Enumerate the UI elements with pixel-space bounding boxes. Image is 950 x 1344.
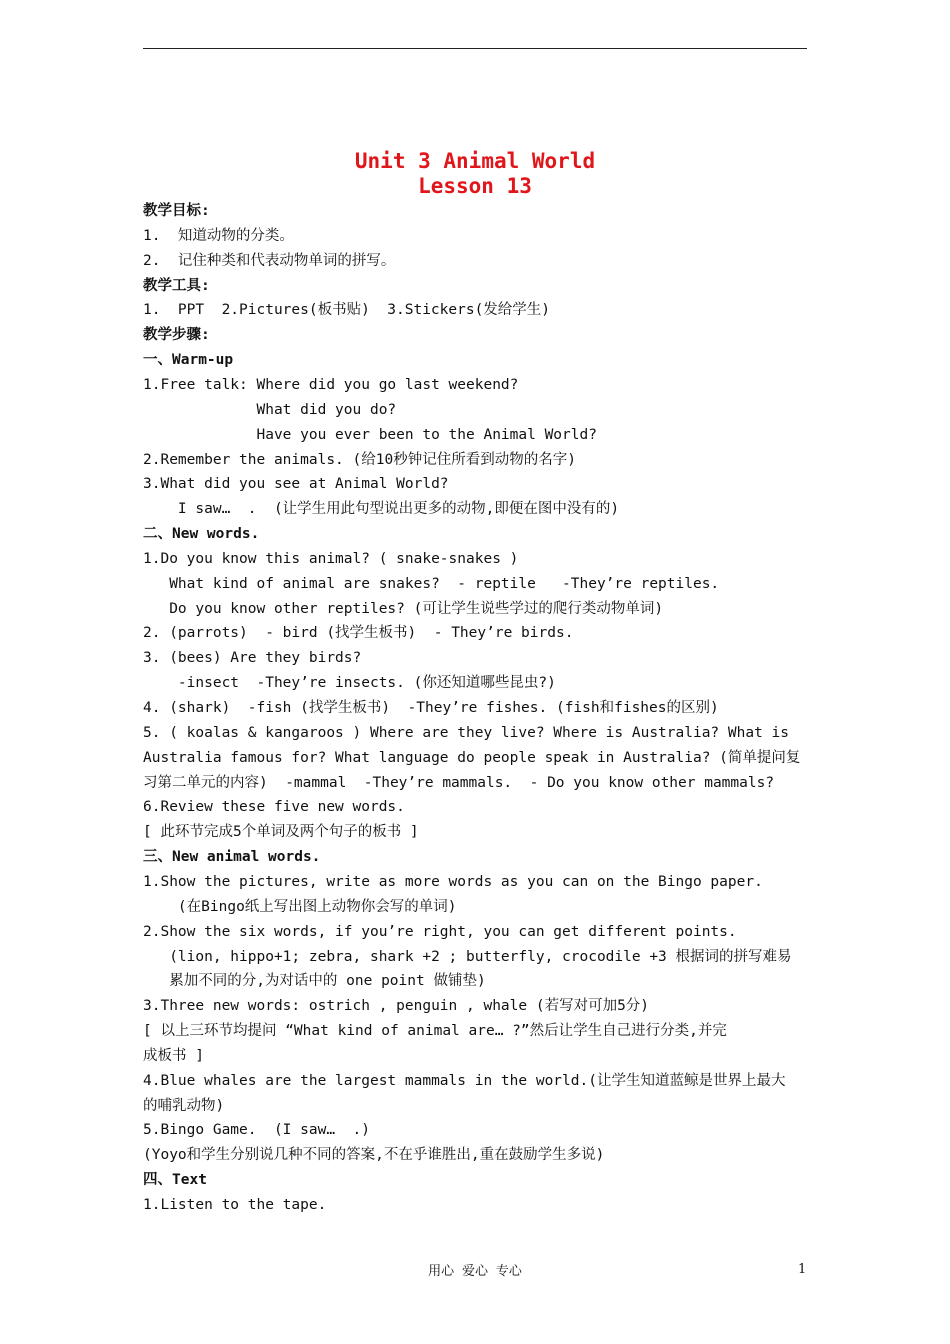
- text-line: 1.Free talk: Where did you go last weekend?: [143, 376, 519, 393]
- section-heading: 一、Warm-up: [143, 352, 234, 369]
- text-line: 的哺乳动物): [143, 1097, 225, 1114]
- text-line: (Yoyo和学生分别说几种不同的答案,不在乎谁胜出,重在鼓励学生多说): [143, 1147, 605, 1164]
- section-heading: 教学步骤:: [143, 327, 210, 344]
- page-footer: 用心 爱心 专心: [428, 1264, 522, 1279]
- text-line: 5. ( koalas & kangaroos ) Where are they live? Where is Australia? What is: [143, 724, 790, 741]
- text-line: I saw… . (让学生用此句型说出更多的动物,即便在图中没有的): [143, 501, 620, 518]
- text-line: 3. (bees) Are they birds?: [143, 650, 362, 667]
- section-heading: 二、New words.: [143, 526, 260, 543]
- text-line: 2. 记住种类和代表动物单词的拼写。: [143, 252, 396, 269]
- text-line: -insect -They’re insects. (你还知道哪些昆虫?): [143, 675, 556, 692]
- text-line: 1.Listen to the tape.: [143, 1197, 327, 1213]
- text-line: What did you do?: [143, 401, 397, 418]
- section-heading: 三、New animal words.: [143, 849, 321, 866]
- text-line: [ 此环节完成5个单词及两个句子的板书 ]: [143, 824, 419, 841]
- text-line: 2.Show the six words, if you’re right, you can get different points.: [143, 923, 737, 940]
- text-line: 2. (parrots) - bird (找学生板书) - They’re birds.: [143, 625, 574, 642]
- text-line: 5.Bingo Game. (I saw… .): [143, 1122, 370, 1139]
- text-line: Have you ever been to the Animal World?: [143, 426, 597, 443]
- text-line: What kind of animal are snakes? - reptile -They’re reptiles.: [143, 575, 720, 592]
- text-line: 1. PPT 2.Pictures(板书贴) 3.Stickers(发给学生): [143, 302, 551, 319]
- text-line: (在Bingo纸上写出图上动物你会写的单词): [143, 898, 457, 915]
- section-heading: 教学工具:: [143, 277, 210, 294]
- text-line: 3.What did you see at Animal World?: [143, 476, 449, 493]
- text-line: Do you know other reptiles? (可让学生说些学过的爬行类动物单词): [143, 600, 664, 617]
- text-line: 1.Show the pictures, write as more words as you can on the Bingo paper.: [143, 873, 763, 890]
- text-line: 6.Review these five new words.: [143, 799, 405, 816]
- text-line: 1. 知道动物的分类。: [143, 227, 294, 244]
- text-line: 4.Blue whales are the largest mammals in the world.(让学生知道蓝鲸是世界上最大: [143, 1072, 786, 1089]
- header-rule: [143, 48, 807, 49]
- text-line: 成板书 ]: [143, 1047, 204, 1064]
- text-line: Australia famous for? What language do people speak in Australia? (简单提问复: [143, 749, 801, 766]
- lesson-title: Lesson 13: [418, 174, 532, 198]
- text-line: 累加不同的分,为对话中的 one point 做铺垫): [143, 973, 486, 990]
- text-line: (lion, hippo+1; zebra, shark +2 ; butterfly, crocodile +3 根据词的拼写难易: [143, 948, 792, 965]
- text-line: [ 以上三环节均提问 “What kind of animal are… ?”然后让学生自己进行分类,并完: [143, 1023, 727, 1040]
- text-line: 2.Remember the animals. (给10秒钟记住所看到动物的名字): [143, 451, 576, 468]
- section-heading: 教学目标:: [143, 203, 210, 219]
- text-line: 3.Three new words: ostrich , penguin , whale (若写对可加5分): [143, 998, 650, 1015]
- text-line: 1.Do you know this animal? ( snake-snakes ): [143, 550, 519, 567]
- page-title: Unit 3 Animal World: [354, 149, 596, 173]
- page-number: 1: [798, 1262, 807, 1277]
- text-line: 习第二单元的内容) -mammal -They’re mammals. - Do you know other mammals?: [143, 774, 775, 791]
- section-heading: 四、Text: [143, 1172, 207, 1189]
- text-line: 4. (shark) -fish (找学生板书) -They’re fishes. (fish和fishes的区别): [143, 700, 719, 716]
